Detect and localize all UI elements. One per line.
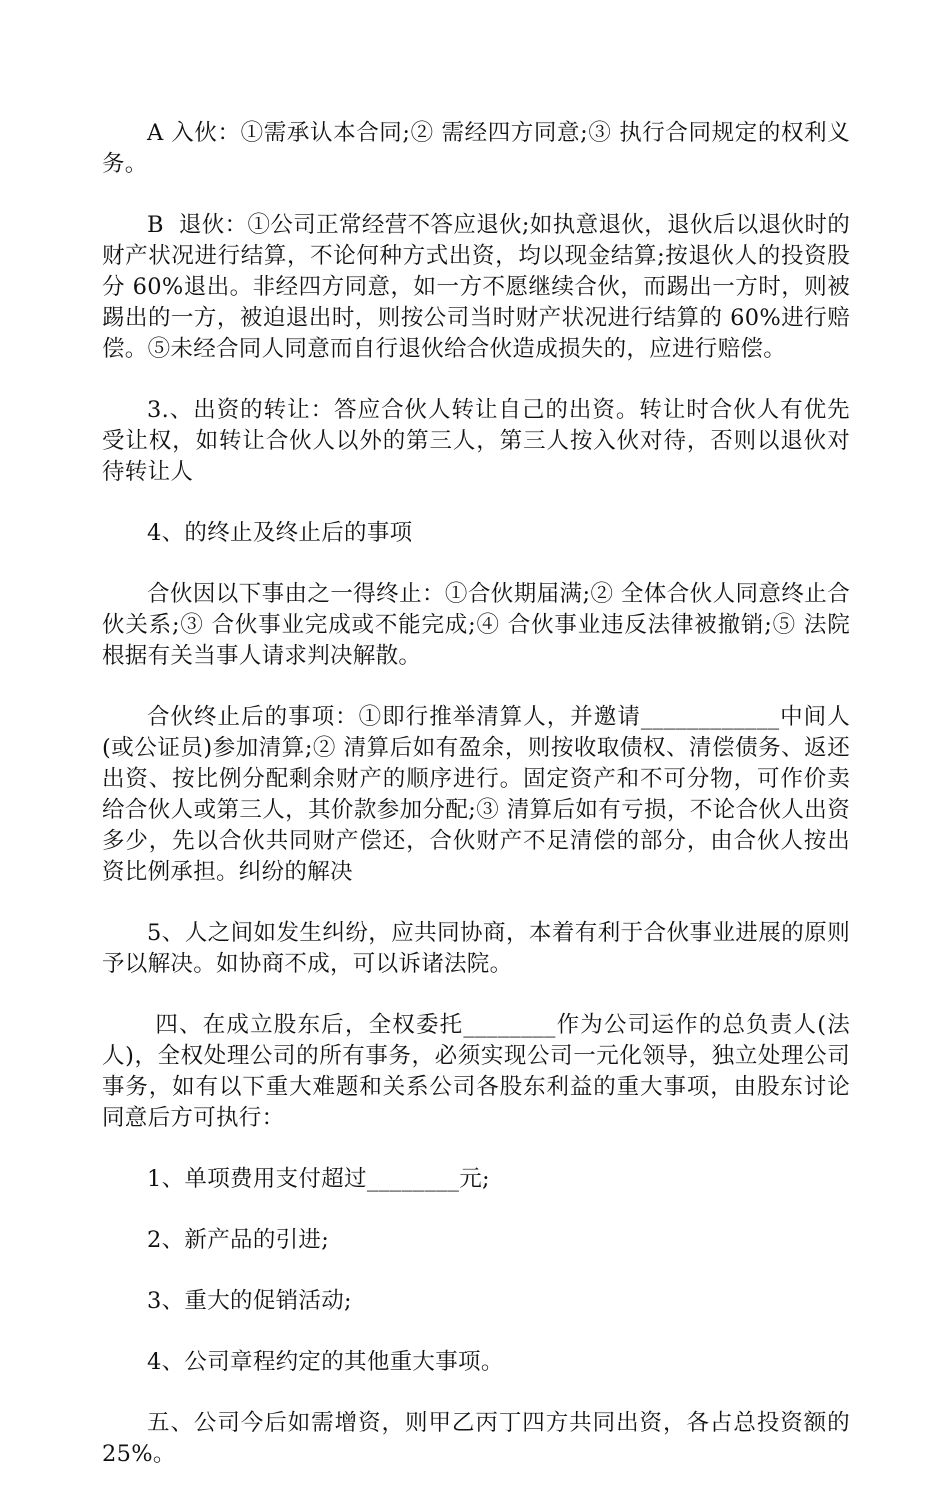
paragraph-section-five: 五、公司今后如需增资，则甲乙丙丁四方共同出资，各占总投资额的 25%。 (102, 1410, 858, 1467)
paragraph-post-termination: 合伙终止后的事项：①即行推举清算人，并邀请____________中间人(或公证员)参加清算;② 清算后如有盈余，则按收取债权、清偿债务、返还出资、按比例分配剩余财产的顺序进行。固定资产和不可分物，可作价卖给合伙人或第三人，其价款参加分配;③ 清算后如有亏损，不论合伙人出资多少，先以合伙共同财产偿还，合伙财产不足清偿的部分，由合伙人按出资比例承担。纠纷的解决 (102, 704, 850, 885)
paragraph-termination-heading: 4、的终止及终止后的事项 (147, 520, 413, 546)
document-body (102, 118, 858, 1500)
list-item-expense: 1、单项费用支付超过________元; (147, 1166, 490, 1192)
paragraph-section-four: 四、在成立股东后，全权委托________作为公司运作的总负责人(法人)，全权处理公司的所有事务，必须实现公司一元化领导，独立处理公司事务，如有以下重大难题和关系公司各股东利益的重大事项，由股东讨论同意后方可执行： (102, 1012, 850, 1131)
paragraph-withdraw: B 退伙：①公司正常经营不答应退伙;如执意退伙，退伙后以退伙时的财产状况进行结算，不论何种方式出资，均以现金结算;按退伙人的投资股分 60%退出。非经四方同意，如一方不愿继续合伙，而踢出一方时，则被踢出的一方，被迫退出时，则按公司当时财产状况进行结算的 60%进行赔偿。⑤未经合同人同意而自行退伙给合伙造成损失的，应进行赔偿。 (102, 212, 850, 362)
paragraph-dispute-resolution: 5、人之间如发生纠纷，应共同协商，本着有利于合伙事业进展的原则予以解决。如协商不成，可以诉诸法院。 (102, 920, 850, 977)
paragraph-join: A 入伙：①需承认本合同;② 需经四方同意;③ 执行合同规定的权利义务。 (102, 120, 850, 177)
paragraph-capital-transfer: 3.、出资的转让：答应合伙人转让自己的出资。转让时合伙人有优先受让权，如转让合伙人以外的第三人，第三人按入伙对待，否则以退伙对待转让人 (102, 397, 850, 485)
paragraph-termination-causes: 合伙因以下事由之一得终止：①合伙期届满;② 全体合伙人同意终止合伙关系;③ 合伙事业完成或不能完成;④ 合伙事业违反法律被撤销;⑤ 法院根据有关当事人请求判决解散。 (102, 581, 850, 669)
list-item-other-matters: 4、公司章程约定的其他重大事项。 (147, 1349, 504, 1375)
list-item-new-product: 2、新产品的引进; (147, 1227, 330, 1253)
list-item-promotion: 3、重大的促销活动; (147, 1288, 352, 1314)
